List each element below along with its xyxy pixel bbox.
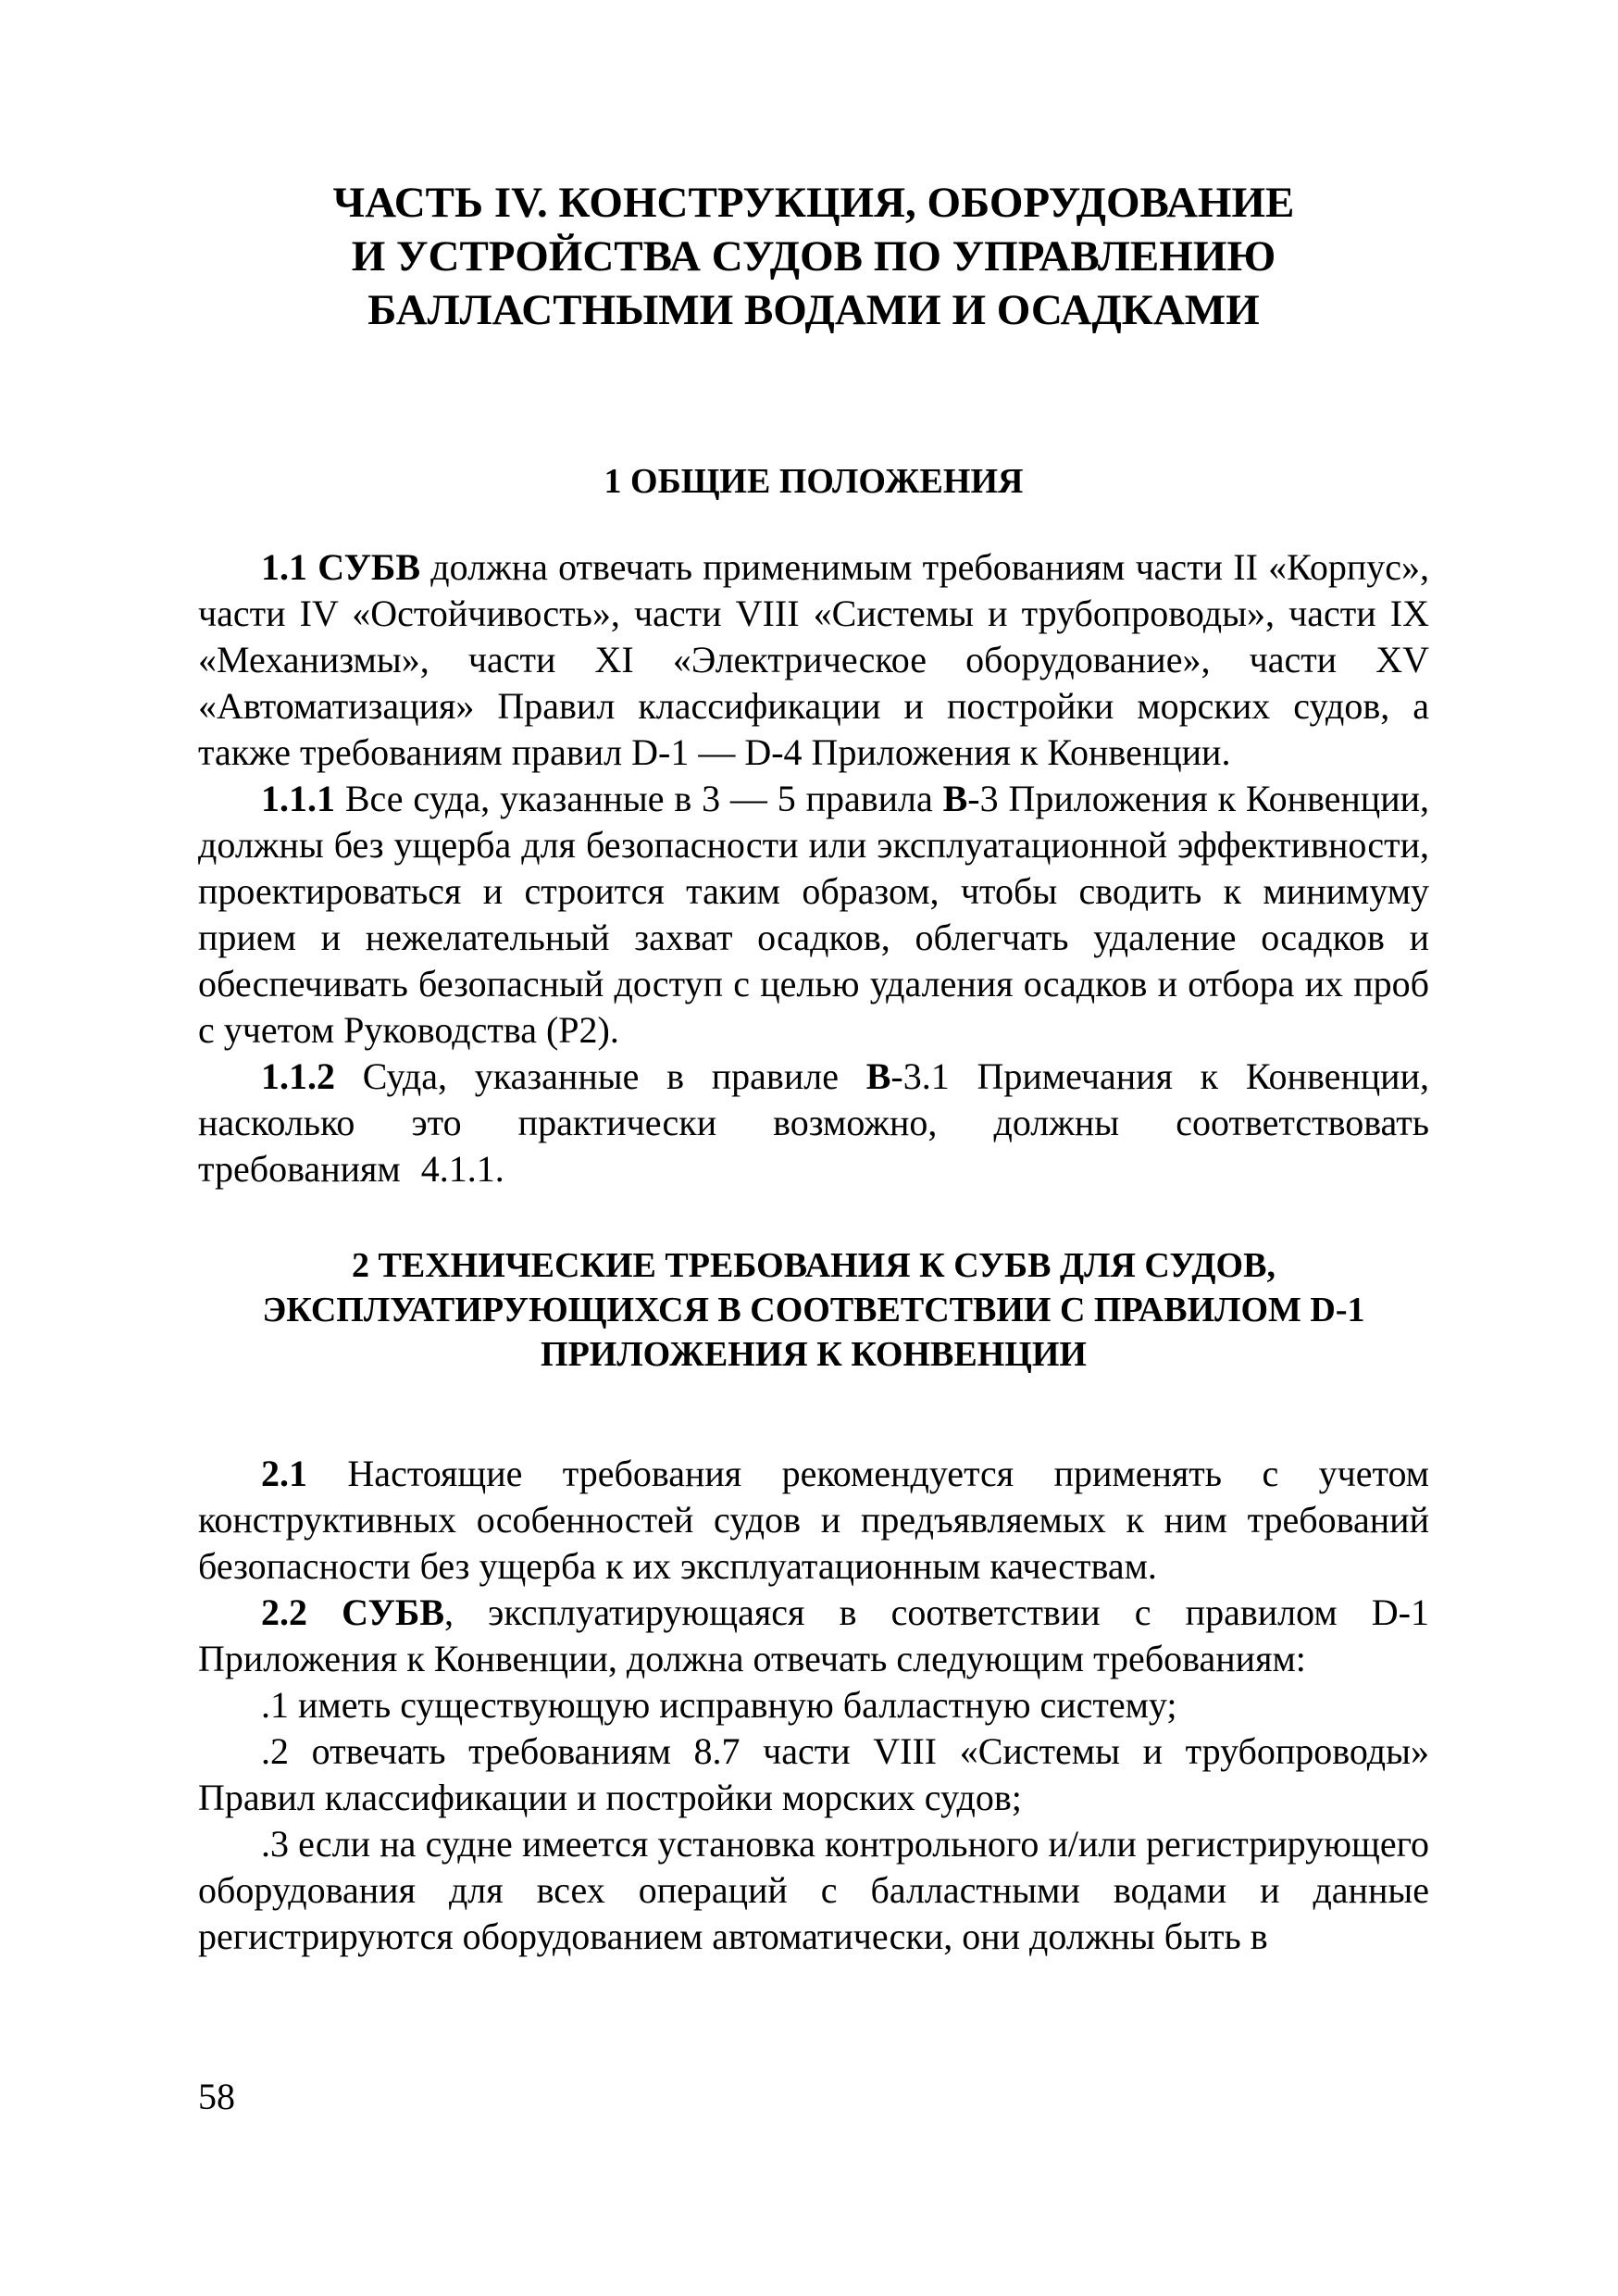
list-item-2: [198, 1728, 1429, 1821]
paragraph-1-1-1: [198, 776, 1429, 1054]
paragraph-number: 1.1.1: [261, 778, 335, 819]
paragraph-text: .: [609, 1009, 619, 1051]
paragraph-text: Настоящие требования рекомендуется применять с учетом конструктивных особенностей судов и предъявляемых к ним требований безопасности без ущерба к их эксплуатационным качествам.: [198, 1453, 1429, 1587]
guideline-reference: Руководства (Р2): [343, 1009, 610, 1051]
list-item-text: отвечать требованиям 8.7 части VIII «Системы и трубопроводы» Правил классификации и постройки морских судов;: [198, 1730, 1429, 1818]
page-number: 58: [198, 2076, 235, 2117]
part-title-line-2: И УСТРОЙСТВА СУДОВ ПО УПРАВЛЕНИЮ: [351, 232, 1276, 281]
list-item-number: .3: [261, 1823, 289, 1865]
paragraph-number: 2.1: [261, 1453, 307, 1494]
part-title-line-1: ЧАСТЬ IV. КОНСТРУКЦИЯ, ОБОРУДОВАНИЕ: [332, 179, 1295, 227]
section-2-title: [198, 1243, 1429, 1377]
paragraph-1-1-2: [198, 1054, 1429, 1192]
paragraph-text: , эксплуатирующаяся в соответствии с правилом D-1 Приложения к Конвенции, должна отвечать следующим требованиям:: [198, 1591, 1430, 1679]
paragraph-text: Все суда, указанные в 3 — 5 правила: [335, 778, 943, 819]
part-title: [198, 176, 1429, 337]
section-2-title-line-2: ЭКСПЛУАТИРУЮЩИХСЯ В СООТВЕТСТВИИ С ПРАВИЛОМ D-1: [262, 1291, 1365, 1329]
list-item-number: .2: [261, 1730, 289, 1772]
list-item-1: [198, 1682, 1429, 1728]
paragraph-text: должна отвечать применимым требованиям части II «Корпус», части IV «Остойчивость», части VIII «Системы и трубопроводы», части IX «Механизмы», части XI «Электрическое оборудование», части XV «Автоматизация» Правил классификации и постройки морских судов, а также требованиям правил D-1 — D-4 Приложения к Конвенции.: [198, 546, 1429, 773]
rule-reference: B: [942, 778, 968, 819]
section-1-title: 1 ОБЩИЕ ПОЛОЖЕНИЯ: [604, 462, 1024, 501]
list-item-text: иметь существующую исправную балластную систему;: [289, 1684, 1177, 1726]
paragraph-text: -3.1 Примечания к Конвенции, насколько это практически возможно, должны соответствовать требованиям 4.1.1.: [198, 1055, 1429, 1190]
section-2-title-line-3: ПРИЛОЖЕНИЯ К КОНВЕНЦИИ: [541, 1335, 1087, 1374]
section-2-title-line-1: 2 ТЕХНИЧЕСКИЕ ТРЕБОВАНИЯ К СУБВ ДЛЯ СУДОВ,: [352, 1246, 1276, 1285]
list-item-3: [198, 1821, 1429, 1960]
list-item-number: .1: [261, 1684, 289, 1726]
paragraph-2-2: [198, 1590, 1429, 1682]
paragraph-text: -3 Приложения к Конвенции, должны без ущерба для безопасности или эксплуатационной эффективности, проектироваться и строится таким образом, чтобы сводить к минимуму прием и нежелательный захват осадков, облегчать удаление осадков и обеспечивать безопасный доступ с целью удаления осадков и отбора их проб с учетом: [198, 778, 1430, 1051]
rule-reference: B: [865, 1055, 891, 1097]
document-page: [198, 176, 1429, 1960]
part-title-line-3: БАЛЛАСТНЫМИ ВОДАМИ И ОСАДКАМИ: [367, 286, 1260, 334]
list-item-text: если на судне имеется установка контрольного и/или регистрирующего оборудования для всех операций с балластными водами и данные регистрируются оборудованием автоматически, они должны быть в: [198, 1823, 1429, 1957]
paragraph-1-1: [198, 544, 1429, 776]
paragraph-2-1: [198, 1451, 1429, 1590]
paragraph-text: Суда, указанные в правиле: [335, 1055, 866, 1097]
paragraph-number: 1.1.2: [261, 1055, 335, 1097]
paragraph-number: 2.2: [261, 1591, 307, 1633]
term-subv: СУБВ: [317, 546, 421, 588]
term-subv: СУБВ: [342, 1591, 444, 1633]
paragraph-number: 1.1: [261, 546, 307, 588]
